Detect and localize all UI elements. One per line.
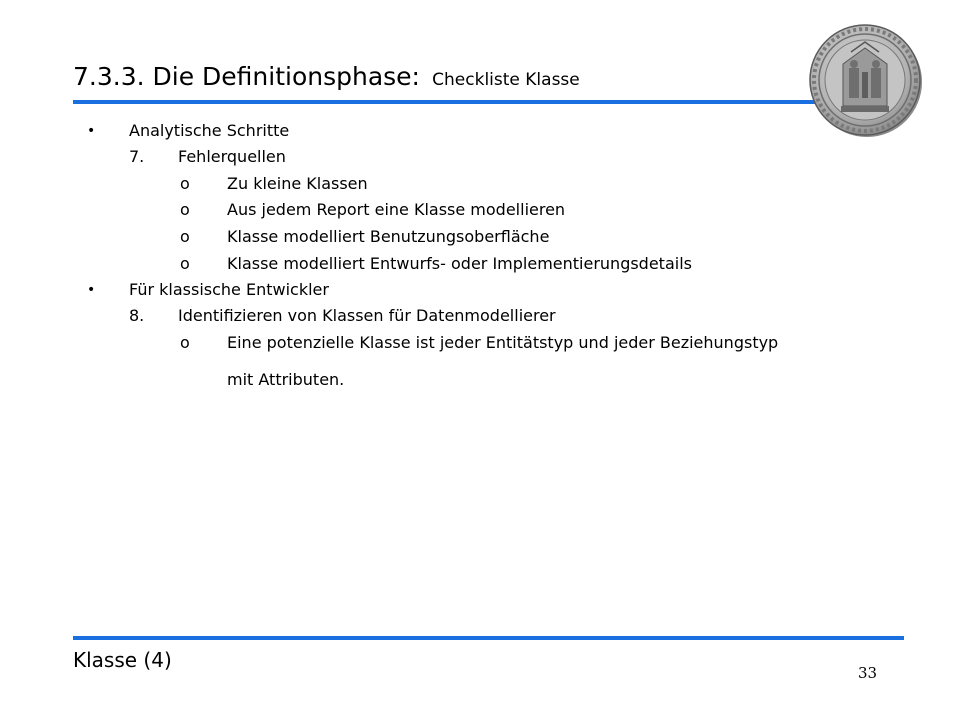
sub-item-marker: o: [180, 254, 190, 273]
slide-title-main: 7.3.3. Die Definitionsphase:: [73, 62, 420, 91]
step-heading: Identifizieren von Klassen für Datenmodellierer: [178, 306, 556, 325]
bullet-marker: •: [87, 123, 96, 139]
list-item: Klasse modelliert Entwurfs- oder Implementierungsdetails: [227, 254, 692, 273]
step-number: 8.: [129, 306, 145, 325]
footer-label: Klasse (4): [73, 648, 172, 672]
step-number: 7.: [129, 147, 145, 166]
bullet-marker: •: [87, 282, 96, 298]
sub-item-marker: o: [180, 227, 190, 246]
sub-item-marker: o: [180, 174, 190, 193]
sub-item-marker: o: [180, 333, 190, 352]
section-label: Für klassische Entwickler: [129, 280, 329, 299]
step-heading: Fehlerquellen: [178, 147, 286, 166]
list-item-continuation: mit Attributen.: [227, 370, 345, 389]
page-number: 33: [858, 664, 878, 682]
list-item: Zu kleine Klassen: [227, 174, 368, 193]
section-label: Analytische Schritte: [129, 121, 290, 140]
list-item: Aus jedem Report eine Klasse modellieren: [227, 200, 566, 219]
list-item: Eine potenzielle Klasse ist jeder Entitätstyp und jeder Beziehungstyp: [227, 333, 779, 352]
footer-rule: [73, 636, 904, 640]
sub-item-marker: o: [180, 200, 190, 219]
list-item: Klasse modelliert Benutzungsoberfläche: [227, 227, 550, 246]
slide-title-sub: Checkliste Klasse: [432, 70, 580, 90]
